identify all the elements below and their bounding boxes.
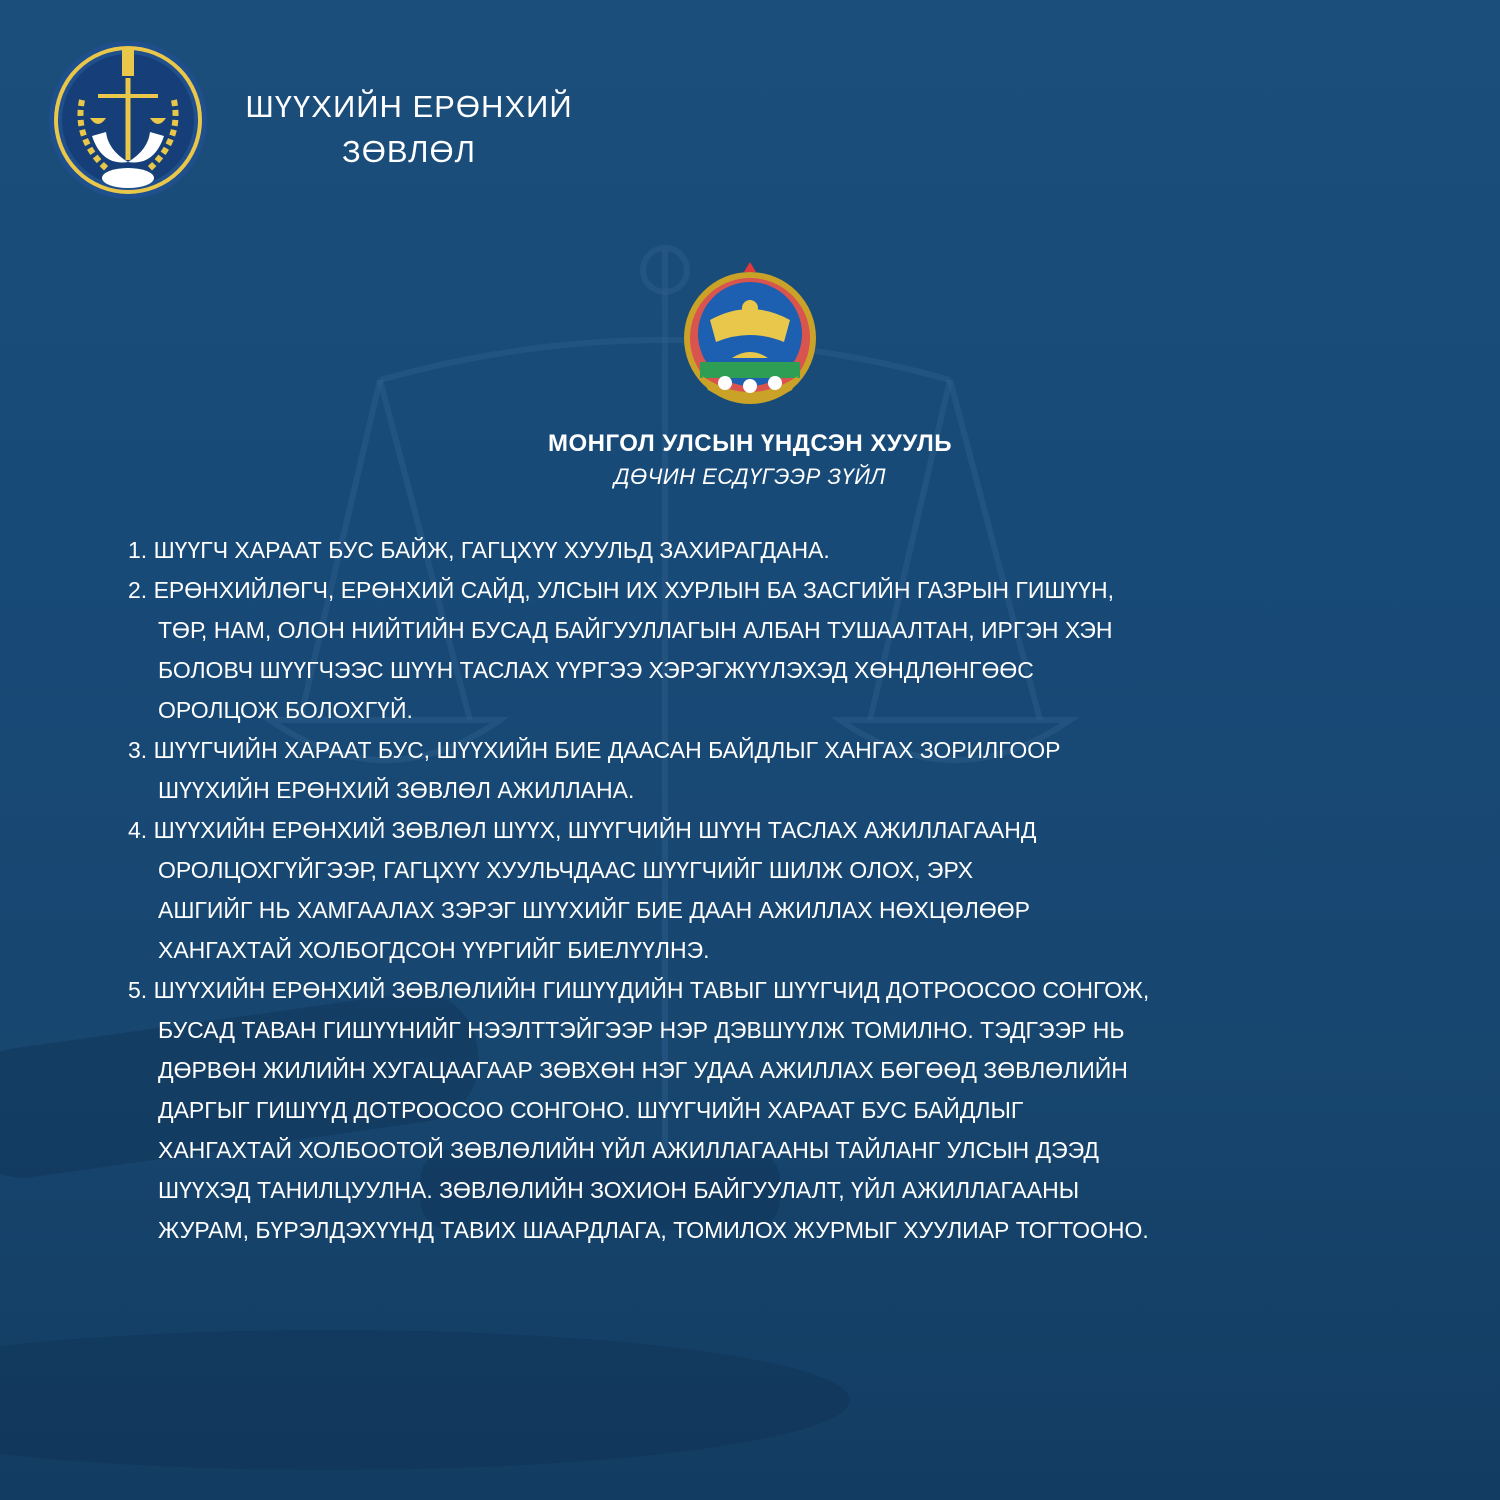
article-4-line: АШГИЙГ НЬ ХАМГААЛАХ ЗЭРЭГ ШҮҮХИЙГ БИЕ ДААН АЖИЛЛАХ НӨХЦӨЛӨӨР [158,897,1030,923]
article-4-line: ХАНГАХТАЙ ХОЛБОГДСОН ҮҮРГИЙГ БИЕЛҮҮЛНЭ. [158,937,710,963]
article-2-line: ОРОЛЦОЖ БОЛОХГҮЙ. [158,697,413,723]
article-list [128,530,1388,1250]
article-item [128,810,1388,970]
article-4-line: 4. ШҮҮХИЙН ЕРӨНХИЙ ЗӨВЛӨЛ ШҮҮХ, ШҮҮГЧИЙН ШҮҮН ТАСЛАХ АЖИЛЛАГААНД [128,817,1037,843]
article-5-line: 5. ШҮҮХИЙН ЕРӨНХИЙ ЗӨВЛӨЛИЙН ГИШҮҮДИЙН ТАВЫГ ШҮҮГЧИД ДОТРООСОО СОНГОЖ, [128,977,1150,1003]
article-3-line: ШҮҮХИЙН ЕРӨНХИЙ ЗӨВЛӨЛ АЖИЛЛАНА. [158,777,635,803]
article-3-line: 3. ШҮҮГЧИЙН ХАРААТ БУС, ШҮҮХИЙН БИЕ ДААСАН БАЙДЛЫГ ХАНГАХ ЗОРИЛГООР [128,737,1061,763]
article-2-line: БОЛОВЧ ШҮҮГЧЭЭС ШҮҮН ТАСЛАХ ҮҮРГЭЭ ХЭРЭГЖҮҮЛЭХЭД ХӨНДЛӨНГӨӨС [158,657,1034,683]
article-item [128,570,1388,730]
mongolia-state-emblem-icon [680,258,820,408]
law-title: МОНГОЛ УЛСЫН ҮНДСЭН ХУУЛЬ [548,430,952,457]
article-5-line: ДӨРВӨН ЖИЛИЙН ХУГАЦААГААР ЗӨВХӨН НЭГ УДАА АЖИЛЛАХ БӨГӨӨД ЗӨВЛӨЛИЙН [158,1057,1128,1083]
org-name-line2: ЗӨВЛӨЛ [342,134,476,169]
article-item [128,730,1388,810]
judicial-council-emblem-icon [48,40,208,200]
article-5-line: ШҮҮХЭД ТАНИЛЦУУЛНА. ЗӨВЛӨЛИЙН ЗОХИОН БАЙГУУЛАЛТ, ҮЙЛ АЖИЛЛАГААНЫ [158,1177,1080,1203]
article-item [128,970,1388,1250]
article-5-line: ЖУРАМ, БҮРЭЛДЭХҮҮНД ТАВИХ ШААРДЛАГА, ТОМИЛОХ ЖУРМЫГ ХУУЛИАР ТОГТООНО. [158,1217,1149,1243]
article-item [128,530,1388,570]
article-2-line: ТӨР, НАМ, ОЛОН НИЙТИЙН БУСАД БАЙГУУЛЛАГЫН АЛБАН ТУШААЛТАН, ИРГЭН ХЭН [158,617,1113,643]
organization-name [226,84,592,174]
article-2-line: 2. ЕРӨНХИЙЛӨГЧ, ЕРӨНХИЙ САЙД, УЛСЫН ИХ ХУРЛЫН БА ЗАСГИЙН ГАЗРЫН ГИШҮҮН, [128,577,1115,603]
article-4-line: ОРОЛЦОХГҮЙГЭЭР, ГАГЦХҮҮ ХУУЛЬЧДААС ШҮҮГЧИЙГ ШИЛЖ ОЛОХ, ЭРХ [158,857,974,883]
law-article-subtitle: ДӨЧИН ЕСДҮГЭЭР ЗҮЙЛ [613,464,887,489]
article-5-line: БУСАД ТАВАН ГИШҮҮНИЙГ НЭЭЛТТЭЙГЭЭР НЭР ДЭВШҮҮЛЖ ТОМИЛНО. ТЭДГЭЭР НЬ [158,1017,1125,1043]
article-5-line: ДАРГЫГ ГИШҮҮД ДОТРООСОО СОНГОНО. ШҮҮГЧИЙН ХАРААТ БУС БАЙДЛЫГ [158,1097,1024,1123]
org-name-line1: ШҮҮХИЙН ЕРӨНХИЙ [245,89,573,124]
article-5-line: ХАНГАХТАЙ ХОЛБООТОЙ ЗӨВЛӨЛИЙН ҮЙЛ АЖИЛЛАГААНЫ ТАЙЛАНГ УЛСЫН ДЭЭД [158,1137,1100,1163]
article-1-line: 1. ШҮҮГЧ ХАРААТ БУС БАЙЖ, ГАГЦХҮҮ ХУУЛЬД ЗАХИРАГДАНА. [128,537,830,563]
